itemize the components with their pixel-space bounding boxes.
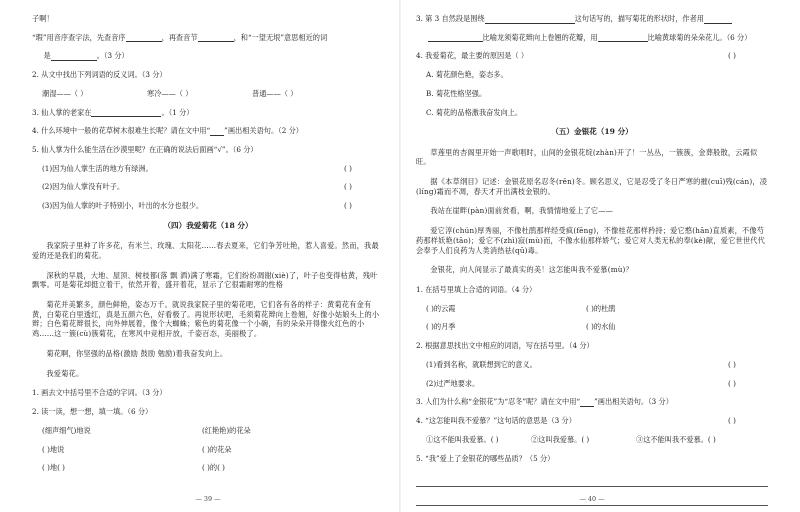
page-left (32, 14, 384, 504)
fill-item[interactable]: ( )的花朵 (202, 444, 232, 454)
book-gutter (399, 0, 401, 512)
blank-input[interactable] (198, 33, 234, 42)
question-3: 3. 第 3 自然段是围绕 这句话写的，描写菊花的形状时，作者用 (416, 14, 768, 24)
fill-item[interactable]: ( )地( ) (42, 463, 65, 473)
answer-paren[interactable]: ( ) (344, 182, 352, 192)
blank-input[interactable] (428, 33, 483, 42)
fill-item[interactable]: ( )地说 (42, 444, 65, 454)
question-3: 3. 仙人掌的老家在 。（1 分） (32, 107, 194, 117)
section-title: （四）我爱菊花（18 分） (163, 220, 253, 230)
choice-option[interactable]: B. 菊花性格坚强。 (426, 88, 487, 98)
choice-option[interactable]: ③这不能叫我不爱慕。( ) (636, 434, 716, 444)
choice-row: 4. 我爱菊花，最主要的原因是（ ） ( ) (416, 51, 768, 61)
fill-row (426, 304, 768, 314)
choice-option[interactable]: A. 菊花颜色艳，姿态多。 (426, 70, 508, 80)
reading-paragraph: 我爱菊花。 (46, 368, 84, 378)
antonym-item[interactable]: 寒冷——（ ） (147, 88, 193, 98)
choice-options-row (426, 435, 768, 445)
fill-item[interactable]: ( )的水仙 (586, 322, 616, 332)
reading-paragraph: 金银花，向人间显示了最真实的美！这怎能叫我不爱慕(mù)？ (430, 265, 633, 275)
answer-paren[interactable]: ( ) (728, 416, 736, 426)
fill-item[interactable]: ( )的杜鹃 (586, 303, 616, 313)
choice-row[interactable]: (3)因为仙人掌的叶子特别小，叶出的水分也很少。 ( ) (42, 201, 384, 211)
reading-paragraph: 菊花啊，你坚强的品格(激励 鼓励 勉励)着我奋发向上。 (46, 348, 228, 358)
choice-option[interactable]: ②这叫我爱慕。( ) (531, 434, 590, 444)
choice-row: 4. “这怎能叫我不爱慕？”这句话的意思是（3 分） ( ) (416, 416, 768, 426)
blank-input[interactable] (704, 15, 732, 24)
answer-paren[interactable]: ( ) (728, 359, 736, 369)
fill-item: (细声细气)地说 (42, 425, 91, 435)
blank-input[interactable] (126, 33, 162, 42)
section-title: （五）金银花（19 分） (551, 127, 633, 137)
choice-option[interactable]: ①这不能叫我爱慕。( ) (426, 434, 499, 444)
antonym-item[interactable]: 潮湿——（ ） (42, 88, 88, 98)
intro-line-2: “瑕”用音序查字法，先查音序 ，再查音节 ，和“一望无垠”意思相近的词 (32, 32, 328, 42)
answer-paren[interactable]: ( ) (344, 163, 352, 173)
answer-paren[interactable]: ( ) (728, 51, 736, 61)
blank-input[interactable] (91, 108, 161, 117)
choice-row[interactable]: (1)看到名称，就联想到它的意义。 ( ) (426, 360, 768, 370)
reading-paragraph: 我家院子里种了许多花，有米兰、玫瑰、太阳花……春去夏来，它们争芳吐艳，惹人喜爱。然而，我最爱的还是我们的菊花。 (32, 241, 379, 260)
question-5: 5. 仙人掌为什么能生活在沙漠里呢？在正确的说法后面画“√”。（6 分） (32, 145, 258, 155)
intro-line-3: 是 。（3 分） (43, 51, 129, 61)
question-2: 2. 从文中找出下列词语的反义词。（3 分） (32, 70, 167, 80)
answer-paren[interactable]: ( ) (344, 201, 352, 211)
underline-sample (210, 127, 224, 136)
choice-row[interactable]: (2)因为仙人掌没有叶子。 ( ) (42, 182, 384, 192)
blank-input[interactable] (598, 33, 648, 42)
reading-paragraph: 爱它淳(chún)厚秀丽，不像杜鹃那样经受疯(fēng)，不像桂花那样矜持；爱它憨(hān)直质素，不像芍药那样妖艳(tāo)；爱它不(zhì)寂(mù)而，不像水仙那样娇气；爱它对人类无私的奉(kè)献，爱它世世代代会奉予人们良药为人类消热祛(qū)毒。 (416, 226, 766, 255)
question-2b: 2. 读一读，想一想，填一填。（6 分） (32, 407, 153, 417)
question-3-cont: 比喻龙须菊花辫向上卷翘的花瓣，用 比喻黄球菊的朵朵花儿。（6 分） (416, 33, 768, 43)
blank-input[interactable] (485, 15, 575, 24)
fill-row (42, 426, 384, 436)
antonym-item[interactable]: 普通——（ ） (252, 88, 298, 98)
reading-paragraph: 我站在崖畔(pàn)面前赏看，啊，我情情地爱上了它—— (430, 206, 614, 216)
intro-line-1: 子啊！ (32, 14, 54, 23)
fill-item[interactable]: ( )的( ) (202, 463, 225, 473)
fill-row (42, 445, 384, 455)
fill-item[interactable]: ( )的云霞 (426, 303, 456, 313)
question-5: 5. “我”爱上了金银花的哪些品质？（5 分） (416, 453, 555, 463)
antonym-row (42, 89, 384, 99)
page-right (416, 14, 768, 504)
choice-option[interactable]: C. 菊花的品格激我奋发向上。 (426, 107, 523, 117)
answer-line[interactable] (416, 472, 768, 487)
reading-paragraph: 菊花并美繁多，颜色鲜艳，姿态万千。就说我家院子里的菊花吧，它们各有各的样子：黄菊花有金有黄，白菊花白里透红，真是五颜六色，好看极了。再说形状吧，毛须菊花辫向上卷翘，好像小姑娘头上的小辫；白色菊花辫很长，向外伸展着，像个大蜘蛛；紫色的菊花像一个小碗，有的朵朵开得像火红色的小鸡……这一簇(cù)簇菊花，在寒风中竞相开放，千姿百态，美丽极了。 (32, 300, 380, 339)
underline-sample (580, 398, 594, 407)
choice-row[interactable]: (2)过严地要求。 ( ) (426, 379, 768, 389)
question-3b: 3. 人们为什么称“金银花”为“忍冬”呢？请在文中用“ ”画出相关语句。（3 分） (416, 397, 673, 407)
blank-input[interactable] (51, 52, 97, 61)
reading-paragraph: 据《本草纲目》记述：金银花原名忍冬(rěn)冬。顾名思义，它是忍受了冬日严寒的摧(cuī)残(cán)，凌(líng)霜而不凋，春天才开出满枝金银的。 (416, 177, 768, 196)
answer-paren[interactable]: ( ) (728, 378, 736, 388)
choice-row[interactable]: (1)因为仙人掌生活的地方有绿洲。 ( ) (42, 164, 384, 174)
question-2: 2. 根据意思找出文中相应的词语，写在括号里。（4 分） (416, 341, 594, 351)
question-4: 4. 什么环境中一般的花草树木很难生长呢？请在文中用“ ”画出相关语句。（2 分） (32, 126, 303, 136)
fill-row (426, 322, 768, 332)
reading-paragraph: 草莲里的杏阁里开始一声歌唱时，山间的金银花绽(zhàn)开了！一丛丛，一簇簇，金葬般散，云霞似旺。 (416, 147, 758, 167)
page-number: — 39 — (195, 495, 221, 504)
fill-item: (红艳艳)的花朵 (202, 425, 251, 435)
page-number: — 40 — (579, 495, 605, 504)
fill-item[interactable]: ( )的月季 (426, 322, 456, 332)
fill-row (42, 463, 384, 473)
reading-paragraph: 深秋的早晨，大地、屋顶、树枝都(落 飘 洒)满了寒霜，它们纷纷凋谢(xiè)了，叶子也变得枯黄，残叶飘零。可是菊花却挺立着干，依然开着，盛开着花，显示了它很霜耐寒的性格 (32, 270, 378, 290)
question-1: 1. 画去文中括号里不合适的字词。（3 分） (32, 388, 167, 398)
question-1: 1. 在括号里填上合适的词语。（4 分） (416, 285, 537, 295)
